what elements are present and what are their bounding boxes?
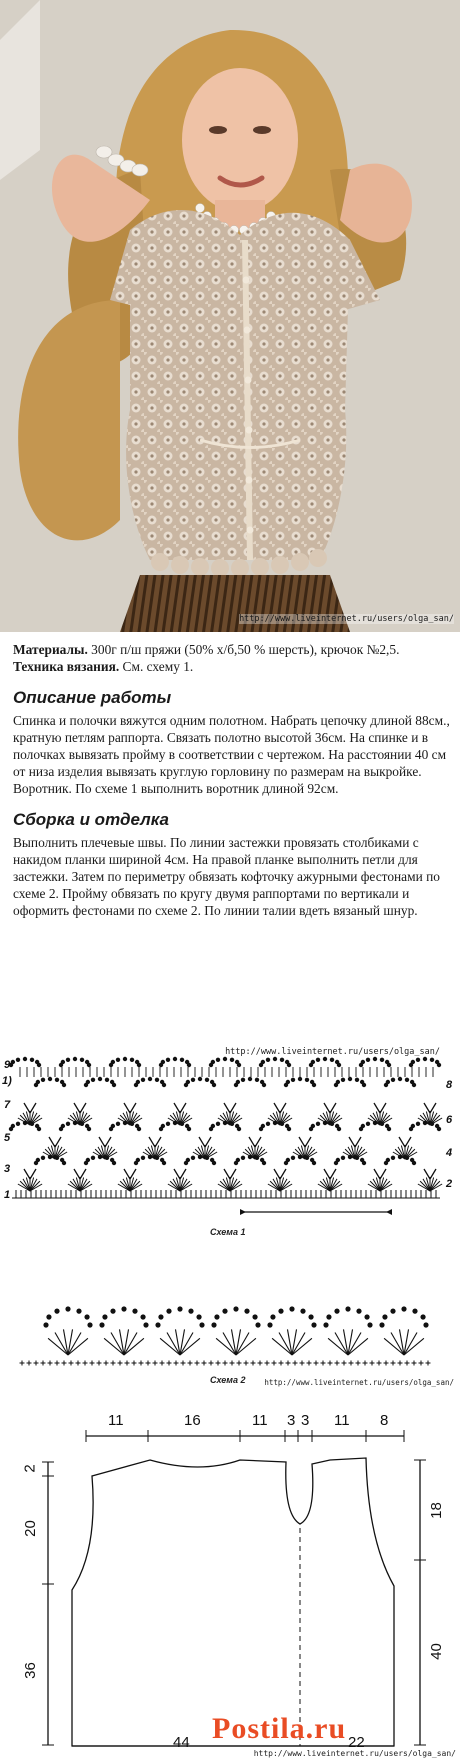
crochet-symbol	[416, 1058, 420, 1062]
row-number: 9	[4, 1059, 11, 1071]
crochet-symbol	[188, 1309, 193, 1314]
dimension-bottom: 44	[173, 1734, 190, 1751]
watermark-url: http://www.liveinternet.ru/users/olga_san/	[225, 1047, 440, 1057]
crochet-symbol	[211, 1322, 216, 1327]
crochet-symbol	[141, 1078, 145, 1082]
assembly-paragraph: Выполнить плечевые швы. По линии застежки провязать столбиками с накидом планки шириной 4см. На правой планке выполнить петли для застежки. Затем по периметру обвязать кофточку ажурными фестонами по схеме 2. Пройму обвязать по кругу двумя раппортами по вертикали и оформить фестонами по схеме 2. По линии талии вдеть вязаный шнур.	[13, 835, 440, 918]
crochet-symbol	[65, 1306, 70, 1311]
crochet-symbol	[273, 1121, 277, 1125]
crochet-symbol	[61, 1060, 65, 1064]
crochet-symbol	[287, 1127, 291, 1131]
crochet-symbol	[237, 1063, 241, 1067]
watermark-url: http://www.liveinternet.ru/users/olga_san/	[264, 1378, 454, 1387]
crochet-symbol	[161, 1124, 165, 1128]
crochet-symbol	[214, 1314, 219, 1319]
crochet-symbol	[116, 1058, 120, 1062]
crochet-symbol	[136, 1158, 140, 1162]
crochet-symbol	[387, 1063, 391, 1067]
description-text	[13, 641, 451, 919]
crochet-symbol	[196, 1314, 201, 1319]
crochet-symbol	[173, 1121, 177, 1125]
crochet-symbol	[266, 1058, 270, 1062]
technique-line	[13, 658, 451, 675]
crochet-symbol	[336, 1080, 340, 1084]
scheme-1	[0, 1047, 460, 1242]
crochet-symbol	[316, 1122, 320, 1126]
crochet-symbol	[11, 1060, 15, 1064]
crochet-symbol	[37, 1063, 41, 1067]
crochet-symbol	[391, 1156, 395, 1160]
crochet-symbol	[180, 1058, 184, 1062]
crochet-symbol	[211, 1124, 215, 1128]
row-number: 2	[446, 1178, 453, 1190]
crochet-symbol	[286, 1080, 290, 1084]
crochet-symbol	[23, 1057, 27, 1061]
crochet-symbol	[298, 1155, 302, 1159]
crochet-symbol	[280, 1058, 284, 1062]
crochet-symbol	[111, 1124, 115, 1128]
crochet-symbol	[252, 1314, 257, 1319]
crochet-symbol	[222, 1309, 227, 1314]
model-photo	[0, 0, 460, 632]
crochet-symbol	[66, 1058, 70, 1062]
crochet-symbol	[173, 1057, 177, 1061]
row-number: 7	[4, 1099, 11, 1111]
crochet-symbol	[55, 1156, 59, 1160]
crochet-symbol	[367, 1322, 372, 1327]
watermark-url: http://www.liveinternet.ru/users/olga_san/	[239, 614, 454, 624]
crochet-symbol	[116, 1122, 120, 1126]
crochet-symbol	[112, 1083, 116, 1087]
crochet-symbol	[166, 1058, 170, 1062]
crochet-symbol	[323, 1057, 327, 1061]
crochet-symbol	[312, 1161, 316, 1165]
crochet-symbol	[84, 1314, 89, 1319]
crochet-symbol	[311, 1060, 315, 1064]
work-paragraph: Спинка и полочки вяжутся одним полотном. Набрать цепочку длиной 88см., кратную петлям раппорта. Связать полотно высотой 36см. На спинке и в полочках вывязать пройму в соответствии с чертежом. На расстоянии 40 см от низа изделия вывязать круглую горловину по размерам на выкройке.	[13, 713, 450, 779]
crochet-symbol	[273, 1057, 277, 1061]
dimension-left: 20	[21, 1520, 39, 1537]
crochet-symbol	[137, 1127, 141, 1131]
crochet-symbol	[270, 1314, 275, 1319]
crochet-symbol	[41, 1156, 45, 1160]
crochet-symbol	[66, 1122, 70, 1126]
crochet-symbol	[155, 1156, 159, 1160]
crochet-symbol	[30, 1058, 34, 1062]
crochet-symbol	[23, 1121, 27, 1125]
crochet-symbol	[323, 1121, 327, 1125]
crochet-symbol	[102, 1314, 107, 1319]
crochet-symbol	[355, 1156, 359, 1160]
crochet-symbol	[48, 1155, 52, 1159]
dimension-top: 8	[380, 1412, 389, 1429]
crochet-symbol	[36, 1158, 40, 1162]
crochet-symbol	[110, 1309, 115, 1314]
crochet-symbol	[166, 1309, 171, 1314]
crochet-symbol	[278, 1309, 283, 1314]
dimension-top: 11	[252, 1412, 268, 1429]
crochet-symbol	[112, 1161, 116, 1165]
crochet-symbol	[111, 1060, 115, 1064]
crochet-symbol	[55, 1078, 59, 1082]
crochet-symbol	[212, 1083, 216, 1087]
crochet-symbol	[348, 1077, 352, 1081]
dimension-left: 36	[21, 1662, 39, 1679]
crochet-symbol	[261, 1060, 265, 1064]
photo-illustration	[0, 0, 460, 632]
crochet-symbol	[430, 1122, 434, 1126]
crochet-symbol	[48, 1077, 52, 1081]
watermark-url: http://www.liveinternet.ru/users/olga_san/	[253, 1749, 456, 1758]
crochet-symbol	[241, 1078, 245, 1082]
crochet-symbol	[308, 1314, 313, 1319]
crochet-symbol	[267, 1322, 272, 1327]
crochet-symbol	[345, 1306, 350, 1311]
crochet-symbol	[87, 1322, 92, 1327]
crochet-symbol	[236, 1080, 240, 1084]
crochet-symbol	[155, 1322, 160, 1327]
crochet-symbol	[132, 1309, 137, 1314]
crochet-symbol	[255, 1156, 259, 1160]
crochet-symbol	[140, 1314, 145, 1319]
crochet-symbol	[123, 1121, 127, 1125]
crochet-symbol	[62, 1161, 66, 1165]
row-number: 4	[446, 1147, 453, 1159]
technique-text: См. схему 1.	[122, 659, 194, 674]
crochet-symbol	[191, 1156, 195, 1160]
crochet-symbol	[266, 1122, 270, 1126]
crochet-symbol	[137, 1063, 141, 1067]
crochet-symbol	[230, 1122, 234, 1126]
crochet-symbol	[236, 1158, 240, 1162]
crochet-symbol	[37, 1127, 41, 1131]
crochet-symbol	[380, 1122, 384, 1126]
crochet-symbol	[62, 1083, 66, 1087]
dimension-left: 2	[21, 1464, 39, 1473]
row-number: 5	[4, 1132, 11, 1144]
crochet-symbol	[330, 1058, 334, 1062]
crochet-symbol	[423, 1057, 427, 1061]
crochet-symbol	[386, 1080, 390, 1084]
crochet-symbol	[416, 1122, 420, 1126]
crochet-symbol	[437, 1127, 441, 1131]
crochet-symbol	[255, 1322, 260, 1327]
crochet-symbol	[223, 1057, 227, 1061]
crochet-symbol	[382, 1314, 387, 1319]
crochet-symbol	[423, 1121, 427, 1125]
crochet-symbol	[186, 1158, 190, 1162]
crochet-symbol	[216, 1122, 220, 1126]
crochet-symbol	[311, 1124, 315, 1128]
crochet-symbol	[105, 1078, 109, 1082]
crochet-symbol	[356, 1309, 361, 1314]
collar-paragraph: Воротник. По схеме 1 выполнить воротник длиной 92см.	[13, 781, 339, 796]
crochet-symbol	[380, 1058, 384, 1062]
crochet-symbol	[130, 1058, 134, 1062]
dimension-top: 11	[108, 1412, 124, 1429]
crochet-symbol	[255, 1078, 259, 1082]
crochet-symbol	[87, 1127, 91, 1131]
crochet-symbol	[212, 1161, 216, 1165]
crochet-symbol	[390, 1309, 395, 1314]
crochet-symbol	[177, 1306, 182, 1311]
crochet-symbol	[405, 1156, 409, 1160]
scheme-2-caption: Схема 2	[210, 1375, 246, 1385]
section-title-assembly: Сборка и отделка	[13, 810, 169, 829]
pattern-outline	[0, 1400, 460, 1761]
crochet-symbol	[336, 1158, 340, 1162]
crochet-symbol	[262, 1083, 266, 1087]
materials-text: 300г п/ш пряжи (50% х/б,50 % шерсть), крючок №2,5.	[91, 642, 400, 657]
crochet-symbol	[233, 1306, 238, 1311]
crochet-symbol	[412, 1309, 417, 1314]
crochet-symbol	[36, 1080, 40, 1084]
dimension-top: 16	[184, 1412, 201, 1429]
row-number: 1	[4, 1189, 11, 1201]
crochet-symbol	[312, 1083, 316, 1087]
crochet-symbol	[121, 1306, 126, 1311]
crochet-symbol	[230, 1058, 234, 1062]
crochet-symbol	[223, 1121, 227, 1125]
crochet-symbol	[373, 1121, 377, 1125]
crochet-symbol	[61, 1124, 65, 1128]
crochet-symbol	[341, 1078, 345, 1082]
crochet-symbol	[98, 1155, 102, 1159]
crochet-symbol	[330, 1122, 334, 1126]
crochet-symbol	[326, 1314, 331, 1319]
crochet-symbol	[423, 1322, 428, 1327]
crochet-symbol	[334, 1309, 339, 1314]
crochet-symbol	[46, 1314, 51, 1319]
crochet-symbol	[54, 1309, 59, 1314]
crochet-symbol	[186, 1080, 190, 1084]
row-number: 3	[4, 1163, 11, 1175]
crochet-symbol	[316, 1058, 320, 1062]
dimension-right: 18	[427, 1502, 445, 1519]
crochet-symbol	[280, 1122, 284, 1126]
crochet-symbol	[366, 1058, 370, 1062]
dimension-top: 3	[301, 1412, 310, 1429]
crochet-symbol	[261, 1124, 265, 1128]
crochet-symbol	[405, 1078, 409, 1082]
crochet-symbol	[41, 1078, 45, 1082]
crochet-symbol	[16, 1058, 20, 1062]
crochet-symbol	[11, 1124, 15, 1128]
crochet-symbol	[248, 1077, 252, 1081]
crochet-symbol	[87, 1063, 91, 1067]
crochet-symbol	[148, 1155, 152, 1159]
crochet-symbol	[205, 1156, 209, 1160]
crochet-symbol	[364, 1314, 369, 1319]
crochet-symbol	[412, 1083, 416, 1087]
crochet-symbol	[161, 1060, 165, 1064]
crochet-symbol	[205, 1078, 209, 1082]
crochet-symbol	[143, 1322, 148, 1327]
crochet-symbol	[180, 1122, 184, 1126]
crochet-symbol	[305, 1156, 309, 1160]
crochet-symbol	[73, 1057, 77, 1061]
crochet-symbol	[311, 1322, 316, 1327]
dimension-top: 3	[287, 1412, 296, 1429]
crochet-symbol	[43, 1322, 48, 1327]
dimension-bottom: 22	[348, 1734, 365, 1751]
crochet-symbol	[411, 1060, 415, 1064]
materials-line	[13, 641, 451, 658]
crochet-symbol	[80, 1058, 84, 1062]
scheme-2	[0, 1295, 460, 1395]
section-title-work: Описание работы	[13, 688, 172, 707]
crochet-symbol	[136, 1080, 140, 1084]
crochet-symbol	[348, 1155, 352, 1159]
crochet-symbol	[298, 1077, 302, 1081]
crochet-symbol	[191, 1078, 195, 1082]
crochet-symbol	[305, 1078, 309, 1082]
crochet-symbol	[398, 1077, 402, 1081]
crochet-symbol	[155, 1078, 159, 1082]
crochet-symbol	[391, 1078, 395, 1082]
crochet-symbol	[373, 1057, 377, 1061]
scheme-2-chart	[0, 1295, 460, 1375]
crochet-symbol	[105, 1156, 109, 1160]
crochet-symbol	[187, 1063, 191, 1067]
crochet-symbol	[162, 1161, 166, 1165]
crochet-symbol	[398, 1155, 402, 1159]
crochet-symbol	[337, 1127, 341, 1131]
crochet-symbol	[401, 1306, 406, 1311]
crochet-symbol	[387, 1127, 391, 1131]
crochet-symbol	[237, 1127, 241, 1131]
crochet-symbol	[355, 1078, 359, 1082]
crochet-symbol	[98, 1077, 102, 1081]
crochet-symbol	[366, 1122, 370, 1126]
row-number: 6	[446, 1114, 453, 1126]
dimension-top: 11	[334, 1412, 350, 1429]
crochet-symbol	[361, 1124, 365, 1128]
crochet-symbol	[300, 1309, 305, 1314]
crochet-symbol	[412, 1161, 416, 1165]
crochet-symbol	[86, 1080, 90, 1084]
crochet-symbol	[162, 1083, 166, 1087]
crochet-symbol	[130, 1122, 134, 1126]
crochet-symbol	[411, 1124, 415, 1128]
crochet-symbol	[420, 1314, 425, 1319]
garment-pattern	[0, 1400, 460, 1761]
crochet-symbol	[244, 1309, 249, 1314]
crochet-symbol	[291, 1156, 295, 1160]
postila-logo: Postila.ru	[212, 1712, 347, 1745]
crochet-symbol	[241, 1156, 245, 1160]
crochet-symbol	[337, 1063, 341, 1067]
crochet-symbol	[166, 1122, 170, 1126]
materials-label: Материалы.	[13, 642, 88, 657]
row-number: 1)	[2, 1075, 12, 1087]
crochet-symbol	[361, 1060, 365, 1064]
crochet-symbol	[248, 1155, 252, 1159]
crochet-symbol	[99, 1322, 104, 1327]
crochet-symbol	[341, 1156, 345, 1160]
crochet-symbol	[30, 1122, 34, 1126]
crochet-symbol	[91, 1156, 95, 1160]
crochet-symbol	[362, 1083, 366, 1087]
crochet-symbol	[379, 1322, 384, 1327]
crochet-symbol	[158, 1314, 163, 1319]
scheme-1-caption: Схема 1	[210, 1227, 246, 1237]
crochet-symbol	[198, 1155, 202, 1159]
crochet-symbol	[211, 1060, 215, 1064]
crochet-symbol	[287, 1063, 291, 1067]
crochet-symbol	[199, 1322, 204, 1327]
crochet-symbol	[123, 1057, 127, 1061]
crochet-symbol	[216, 1058, 220, 1062]
crochet-symbol	[386, 1158, 390, 1162]
crochet-symbol	[262, 1161, 266, 1165]
crochet-symbol	[198, 1077, 202, 1081]
technique-label: Техника вязания.	[13, 659, 120, 674]
crochet-symbol	[323, 1322, 328, 1327]
crochet-symbol	[187, 1127, 191, 1131]
crochet-symbol	[148, 1077, 152, 1081]
crochet-symbol	[76, 1309, 81, 1314]
crochet-symbol	[291, 1078, 295, 1082]
crochet-symbol	[289, 1306, 294, 1311]
crochet-symbol	[86, 1158, 90, 1162]
crochet-symbol	[286, 1158, 290, 1162]
crochet-symbol	[437, 1063, 441, 1067]
scheme-1-chart	[0, 1047, 460, 1242]
dimension-right: 40	[427, 1643, 445, 1660]
crochet-symbol	[91, 1078, 95, 1082]
crochet-symbol	[430, 1058, 434, 1062]
crochet-symbol	[73, 1121, 77, 1125]
crochet-symbol	[16, 1122, 20, 1126]
row-number: 8	[446, 1079, 453, 1091]
crochet-symbol	[80, 1122, 84, 1126]
crochet-symbol	[362, 1161, 366, 1165]
crochet-symbol	[141, 1156, 145, 1160]
